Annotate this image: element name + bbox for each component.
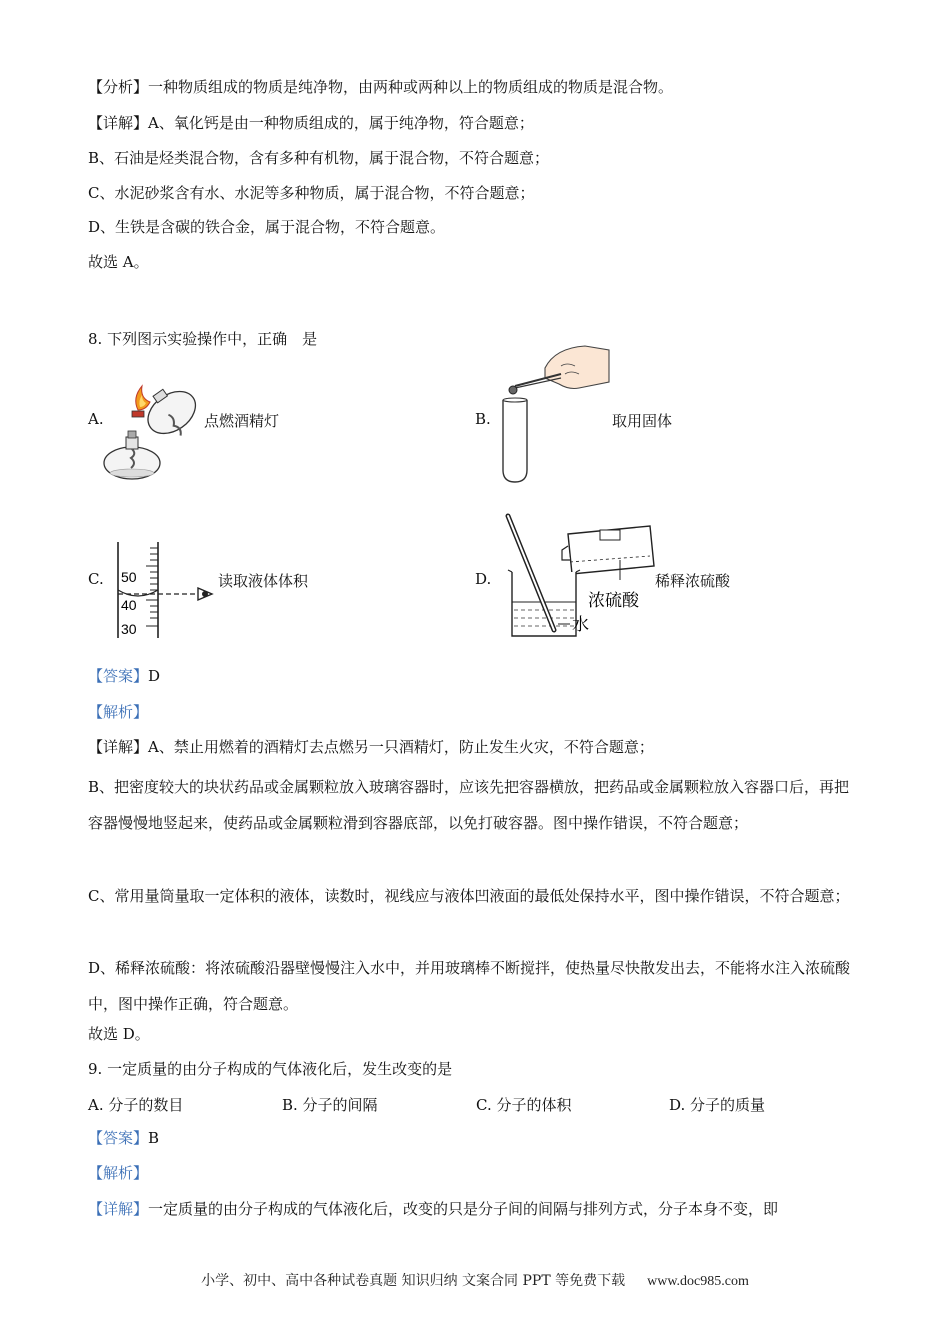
cylinder-tick-30: 30 bbox=[121, 621, 137, 637]
analysis-detail-c: C、水泥砂浆含有水、水泥等多种物质，属于混合物，不符合题意； bbox=[88, 184, 535, 202]
option-b-caption: 取用固体 bbox=[612, 412, 673, 430]
page-footer bbox=[0, 1270, 950, 1290]
q9-answer bbox=[88, 1128, 159, 1148]
footer-text: 小学、初中、高中各种试卷真题 知识归纳 文案合同 PPT 等免费下载 bbox=[201, 1273, 626, 1289]
answer-value: B bbox=[148, 1129, 160, 1147]
q9-option-d: D. 分子的质量 bbox=[669, 1096, 766, 1114]
q8-detail-c: C、常用量筒量取一定体积的液体，读数时，视线应与液体凹液面的最低处保持水平，图中操作错误，不符合题意； bbox=[88, 887, 850, 905]
detail-tag: 【详解】 bbox=[88, 1200, 149, 1218]
q8-answer bbox=[88, 666, 160, 686]
label-water: 水 bbox=[572, 615, 589, 635]
cylinder-tick-40: 40 bbox=[121, 597, 137, 613]
cylinder-tick-50: 50 bbox=[121, 569, 137, 585]
answer-value: D bbox=[148, 667, 161, 685]
q9-option-a: A. 分子的数目 bbox=[88, 1096, 184, 1114]
analysis-detail-a: 【详解】A、氧化钙是由一种物质组成的，属于纯净物，符合题意； bbox=[88, 114, 534, 132]
option-d-label: D. bbox=[475, 570, 492, 588]
option-b-label: B. bbox=[475, 410, 491, 428]
q8-detail-d: D、稀释浓硫酸：将浓硫酸沿器壁慢慢注入水中，并用玻璃棒不断搅拌，使热量尽快散发出去，不能将水注入浓硫酸中，图中操作正确，符合题意。 bbox=[88, 959, 851, 1013]
q8-jiexi-tag: 【解析】 bbox=[88, 703, 149, 721]
detail-text: 一定质量的由分子构成的气体液化后，改变的只是分子间的间隔与排列方式，分子本身不变，即 bbox=[148, 1200, 779, 1218]
analysis-detail-b: B、石油是烃类混合物，含有多种有机物，属于混合物，不符合题意； bbox=[88, 149, 550, 167]
option-a-caption: 点燃酒精灯 bbox=[204, 412, 280, 430]
detail-a-text: A、禁止用燃着的酒精灯去点燃另一只酒精灯，防止发生火灾，不符合题意； bbox=[148, 738, 654, 756]
label-acid: 浓硫酸 bbox=[588, 591, 639, 611]
q9-detail bbox=[88, 1199, 778, 1219]
answer-tag: 【答案】 bbox=[88, 1129, 149, 1147]
answer-tag: 【答案】 bbox=[88, 667, 149, 685]
q8-detail-b: B、把密度较大的块状药品或金属颗粒放入玻璃容器时，应该先把容器横放，把药品或金属颗粒放入容器口后，再把容器慢慢地竖起来，使药品或金属颗粒滑到容器底部，以免打破容器。图中操作错误，不符合题意； bbox=[88, 778, 850, 832]
q8-detail-a bbox=[88, 737, 654, 757]
measuring-cylinder-figure bbox=[112, 540, 222, 640]
alcohol-lamp-figure bbox=[100, 375, 210, 485]
q9-option-c: C. 分子的体积 bbox=[476, 1096, 572, 1114]
beaker-dilution-figure bbox=[500, 512, 660, 642]
option-a-label: A. bbox=[88, 410, 104, 428]
analysis-detail-d: D、生铁是含碳的铁合金，属于混合物，不符合题意。 bbox=[88, 218, 446, 236]
test-tube-solid-figure bbox=[495, 340, 615, 485]
detail-tag: 【详解】 bbox=[88, 738, 149, 756]
option-c-label: C. bbox=[88, 570, 104, 588]
q9-option-b: B. 分子的间隔 bbox=[282, 1096, 378, 1114]
analysis-choice: 故选 A。 bbox=[88, 253, 149, 271]
analysis-fenxi: 【分析】一种物质组成的物质是纯净物，由两种或两种以上的物质组成的物质是混合物。 bbox=[88, 78, 674, 96]
footer-link[interactable]: www.doc985.com bbox=[647, 1274, 749, 1289]
question-9-stem: 9. 一定质量的由分子构成的气体液化后，发生改变的是 bbox=[88, 1060, 453, 1078]
question-8-stem: 8. 下列图示实验操作中，正确 是 bbox=[88, 330, 318, 348]
option-d-caption: 稀释浓硫酸 bbox=[655, 572, 731, 590]
q8-choice: 故选 D。 bbox=[88, 1025, 150, 1043]
option-c-caption: 读取液体体积 bbox=[218, 572, 309, 590]
q9-jiexi-tag: 【解析】 bbox=[88, 1164, 149, 1182]
